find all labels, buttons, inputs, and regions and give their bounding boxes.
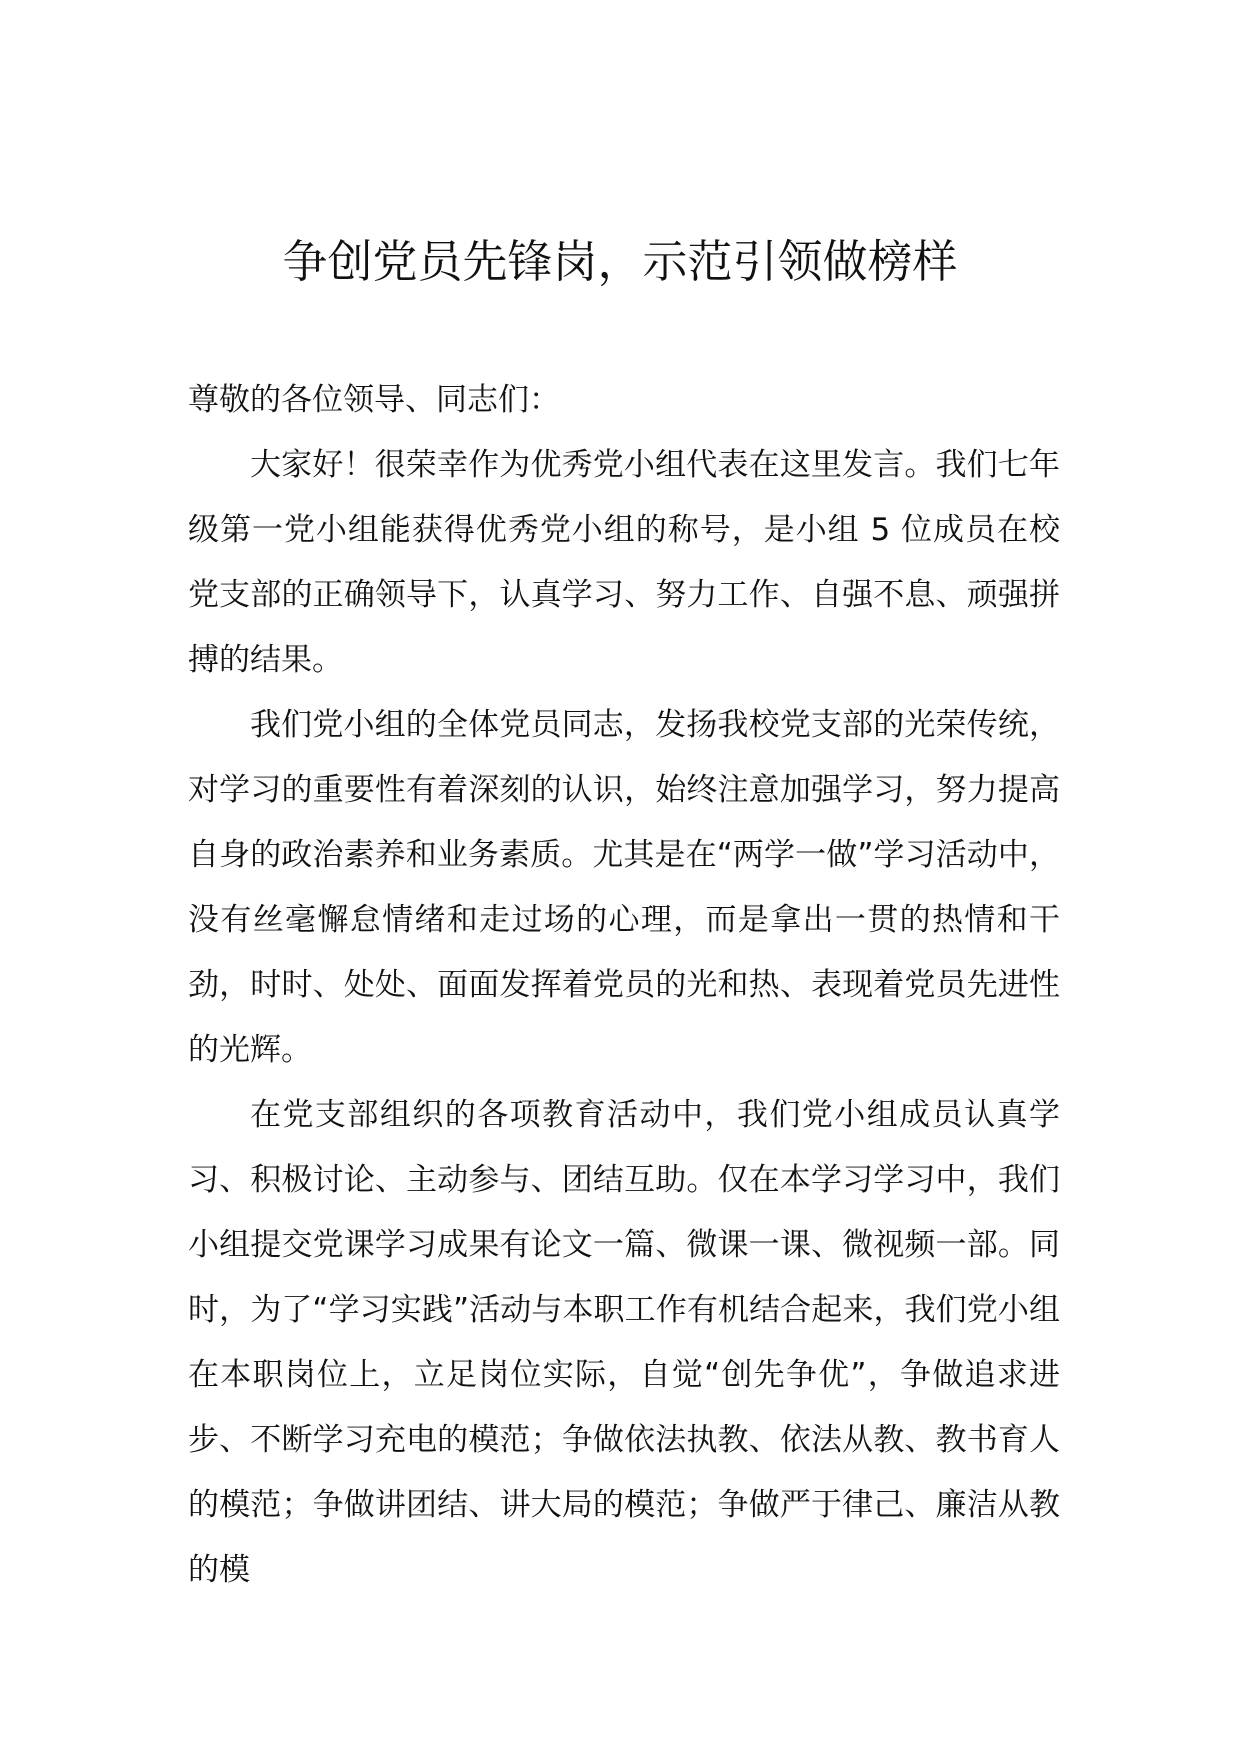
paragraph-1: 大家好！很荣幸作为优秀党小组代表在这里发言。我们七年级第一党小组能获得优秀党小组的称号，是小组 5 位成员在校党支部的正确领导下，认真学习、努力工作、自强不息、顽强拼搏的结果。 — [188, 447, 1060, 678]
paragraph-2: 我们党小组的全体党员同志，发扬我校党支部的光荣传统，对学习的重要性有着深刻的认识，始终注意加强学习，努力提高自身的政治素养和业务素质。尤其是在“两学一做”学习活动中，没有丝毫懈怠情绪和走过场的心理，而是拿出一贯的热情和干劲，时时、处处、面面发挥着党员的光和热、表现着党员先进性的光辉。 — [188, 707, 1060, 1068]
paragraph-3: 在党支部组织的各项教育活动中，我们党小组成员认真学习、积极讨论、主动参与、团结互助。仅在本学习学习中，我们小组提交党课学习成果有论文一篇、微课一课、微视频一部。同时，为了“学习实践”活动与本职工作有机结合起来，我们党小组在本职岗位上，立足岗位实际，自觉“创先争优”，争做追求进步、不断学习充电的模范；争做依法执教、依法从教、教书育人的模范；争做讲团结、讲大局的模范；争做严于律己、廉洁从教的模 — [188, 1097, 1060, 1588]
document-body — [188, 368, 1060, 1603]
document-title: 争创党员先锋岗，示范引领做榜样 — [282, 235, 958, 288]
salutation: 尊敬的各位领导、同志们： — [188, 382, 560, 418]
